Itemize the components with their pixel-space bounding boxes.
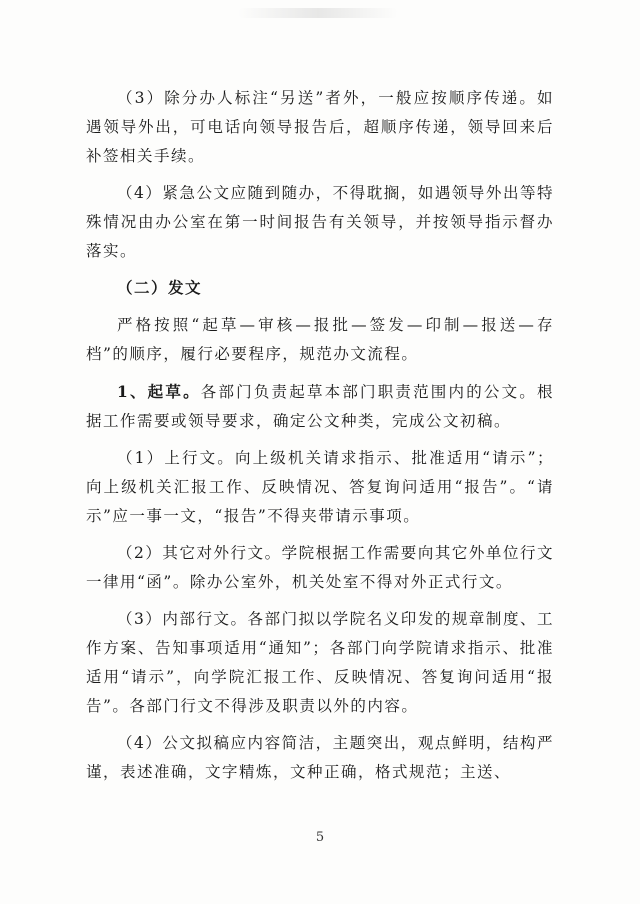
paragraph-outgoing-procedure: 严格按照“起草—审核—报批—签发—印制—报送—存档”的顺序，履行必要程序，规范办文流程。	[86, 316, 554, 363]
scan-artifact	[238, 8, 398, 18]
paragraph-drafting-requirements: （4）公文拟稿应内容简洁，主题突出，观点鲜明，结构严谨，表述准确，文字精炼，文种正确，格式规范；主送、	[86, 734, 554, 781]
section-heading-outgoing: （二）发文	[117, 279, 203, 297]
paragraph-upward-documents: （1）上行文。向上级机关请求指示、批准适用“请示”；向上级机关汇报工作、反映情况、答复询问适用“报告”。“请示”应一事一文，“报告”不得夹带请示事项。	[86, 449, 554, 525]
paragraph-drafting	[86, 377, 554, 436]
paragraph-urgent-documents: （4）紧急公文应随到随办，不得耽搁，如遇领导外出等特殊情况由办公室在第一时间报告有关领导，并按领导指示督办落实。	[86, 184, 554, 260]
page-number: 5	[315, 830, 325, 845]
drafting-lead: 1、起草。	[117, 382, 201, 401]
document-body	[86, 84, 554, 795]
paragraph-forwarding-order: （3）除分办人标注“另送”者外，一般应按顺序传递。如遇领导外出，可电话向领导报告后，超顺序传递，领导回来后补签相关手续。	[86, 89, 554, 165]
drafting-text: 各部门负责起草本部门职责范围内的公文。根据工作需要或领导要求，确定公文种类，完成公文初稿。	[86, 383, 554, 430]
paragraph-external-documents: （2）其它对外行文。学院根据工作需要向其它外单位行文一律用“函”。除办公室外，机关处室不得对外正式行文。	[86, 544, 554, 591]
paragraph-internal-documents: （3）内部行文。各部门拟以学院名义印发的规章制度、工作方案、告知事项适用“通知”；各部门向学院请求指示、批准适用“请示”，向学院汇报工作、反映情况、答复询问适用“报告”。各部门行文不得涉及职责以外的内容。	[86, 610, 554, 715]
